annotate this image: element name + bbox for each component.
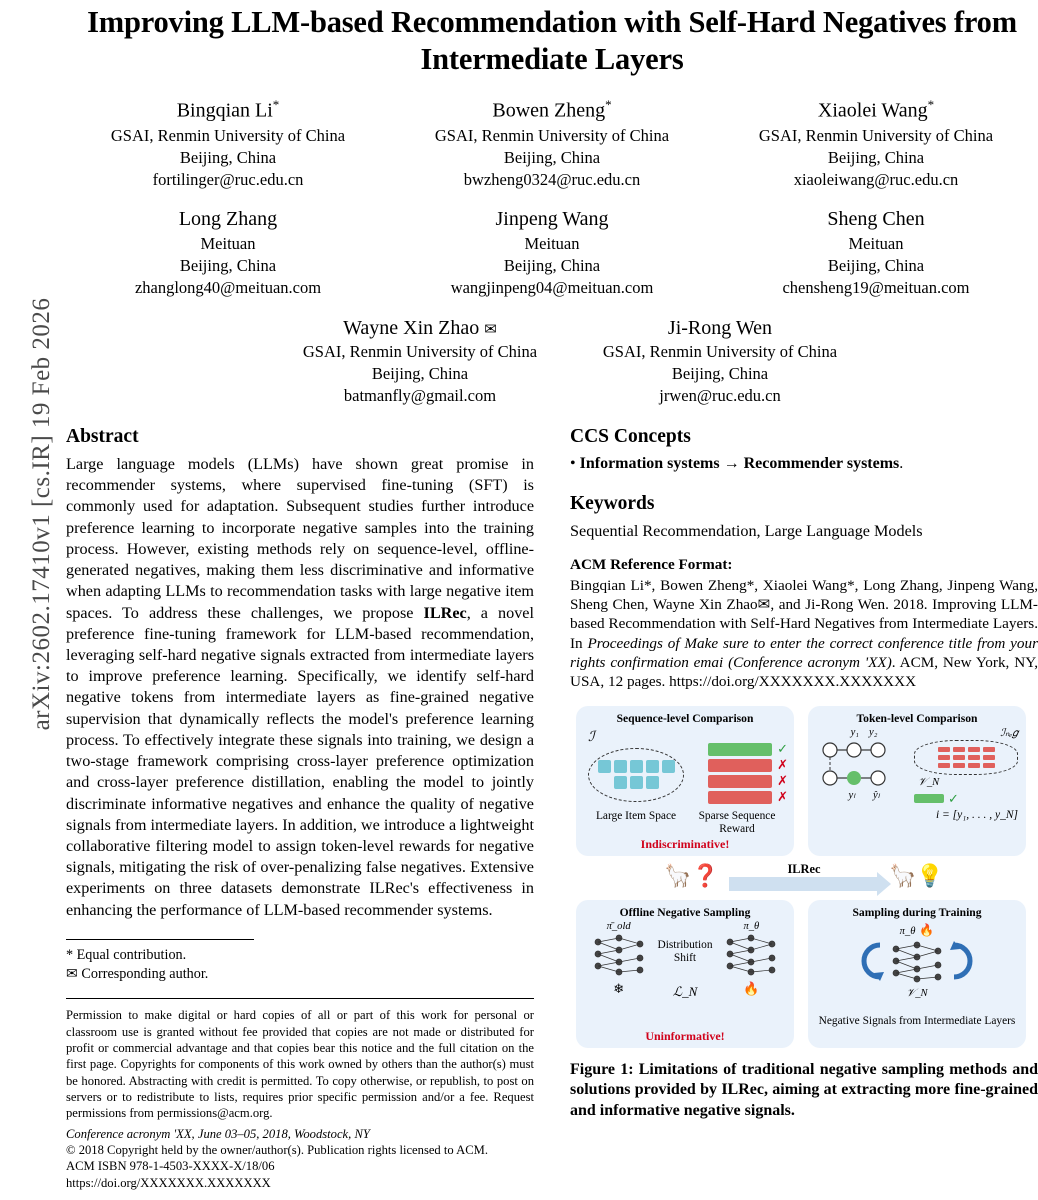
author-affiliation: GSAI, Renmin University of China <box>434 125 670 145</box>
negative-token <box>968 755 980 760</box>
author-location: Beijing, China <box>179 147 277 167</box>
negative-token <box>938 747 950 752</box>
figure-1-graphic <box>576 706 1032 1048</box>
author-affiliation: Meituan <box>200 234 256 254</box>
author-name: Bingqian Li* <box>176 97 280 123</box>
network-icon <box>886 939 948 983</box>
author-email: chensheng19@meituan.com <box>782 277 970 297</box>
author-email: fortilinger@ruc.edu.cn <box>152 169 304 189</box>
ccs-concepts-heading: CCS Concepts <box>570 426 691 447</box>
vocab-negative-symbol: 𝒱_N <box>906 987 928 999</box>
item-space-symbol: ℐ <box>588 729 595 745</box>
abstract-bold-term: ILRec <box>423 603 467 622</box>
author <box>390 206 714 298</box>
author-email: zhanglong40@meituan.com <box>134 277 322 297</box>
isbn-line: ACM ISBN 978-1-4503-XXXX-X/18/06 <box>66 1159 275 1174</box>
author-sup: * <box>272 97 280 113</box>
positive-token-bar <box>914 794 944 803</box>
author-row <box>66 315 1038 407</box>
fire-icon: 🔥 <box>743 980 760 996</box>
ref-proceedings-title: Proceedings of Make sure to enter the correct conference title from your rights confirmation emai (Conference acronym 'XX) <box>570 634 1038 672</box>
ccs-concepts-text <box>570 454 1038 475</box>
abstract-part-2: , a novel preference fine-tuning framework for LLM-based recommendation, leveraging self-hard negative signals extracted from intermediate layers to improve preference learning. Specifically, we identify self-hard negative tokens from intermediate layers as fine-grained negative supervision that dynamically reflects the model's preference learning process. To effectively integrate these signals into training, we design a two-stage framework comprising cross-layer preference optimization and cross-layer preference distillation, enabling the model to jointly discriminate informative negatives and enhance the quality of negative signals from intermediate layers. In addition, we introduce a lightweight collaborative filtering model to assign token-level rewards for negative signals, mitigating the risk of over-penalizing false negatives. Extensive experiments on three datasets demonstrate ILRec's effectiveness in enhancing the performance of LLM-based recommender systems. <box>66 603 534 919</box>
reward-bar-positive <box>708 740 788 756</box>
author-location: Beijing, China <box>671 364 769 384</box>
negative-token <box>968 763 980 768</box>
page-title: Improving LLM-based Recommendation with Self-Hard Negatives from Intermediate Layers <box>87 5 1017 77</box>
token-symbol-yl-hat: ŷₗ <box>873 789 880 801</box>
author-email: wangjinpeng04@meituan.com <box>450 277 654 297</box>
token-symbol-y2: y₂ <box>869 726 878 738</box>
ccs-period: . <box>899 455 904 472</box>
keywords-heading: Keywords <box>570 492 655 514</box>
panel-offline-negative-sampling <box>576 900 794 1048</box>
ccs-term-1: Information systems <box>579 455 720 472</box>
negative-token <box>953 747 965 752</box>
paper-content <box>66 0 1038 407</box>
author-name: Long Zhang <box>178 208 278 231</box>
footnote-corresponding-author: ✉ Corresponding author. <box>66 965 209 982</box>
author-email: bwzheng0324@ruc.edu.cn <box>463 169 641 189</box>
figure-1 <box>570 706 1038 1121</box>
item-tile <box>630 776 643 789</box>
author-sup: * <box>605 97 612 113</box>
author-sup: * <box>927 97 935 113</box>
copyright-line: © 2018 Copyright held by the owner/author(s). Publication rights licensed to ACM. <box>66 1143 488 1158</box>
author <box>66 96 390 190</box>
reward-bar-negative <box>708 756 788 772</box>
uninformative-note: Uninformative! <box>645 1028 725 1043</box>
author-name: Wayne Xin Zhao ✉ <box>343 316 497 339</box>
author <box>714 96 1038 190</box>
author <box>570 315 870 407</box>
panel-sequence-level-comparison <box>576 706 794 856</box>
permission-divider <box>66 998 534 999</box>
distribution-shift-caption: Distribution Shift <box>657 938 713 965</box>
author-email: batmanfly@gmail.com <box>343 386 497 406</box>
envelope-icon: ✉ <box>484 321 497 338</box>
author-email: jrwen@ruc.edu.cn <box>659 386 781 406</box>
token-sequence-formula: i = [y₁, . . . , y_N] <box>935 808 1018 821</box>
footnote-equal-contribution: * Equal contribution. <box>66 946 187 963</box>
author-affiliation: Meituan <box>524 234 580 254</box>
reward-bar-negative <box>708 772 788 788</box>
ref-part-1: Bingqian Li*, Bowen Zheng*, Xiaolei Wang*, Long Zhang, Jinpeng Wang, Sheng Chen, Wayne Xin Zhao✉, and Ji-Rong Wen. 2018. Improving LLM-based Recommendation with Self-Hard Negatives from Intermediate Layers. In <box>570 576 1038 652</box>
acm-reference-format-heading: ACM Reference Format: <box>570 555 733 573</box>
item-tile <box>630 760 643 773</box>
cross-icon: ✗ <box>777 788 788 804</box>
abstract-part-1: Large language models (LLMs) have shown great promise in recommender systems, where supervised fine-tuning (SFT) is commonly used for adaptation. Subsequent studies further introduce preference learning to incorporate negative samples into the training process. However, existing methods rely on sequence-level, offline-generated negatives, making them less discriminative and informative when adapting LLMs to recommendation tasks with large negative item spaces. To address these challenges, we propose <box>66 455 534 622</box>
ref-part-2: . ACM, New York, NY, USA, 12 pages. https://doi.org/XXXXXXX.XXXXXXX <box>570 654 1038 691</box>
fire-icon: 🔥 <box>919 922 935 937</box>
acm-reference-format-text <box>570 576 1038 692</box>
author <box>270 315 570 407</box>
author-location: Beijing, China <box>827 256 925 275</box>
author-location: Beijing, China <box>179 256 277 275</box>
author-location: Beijing, China <box>371 364 469 384</box>
author-affiliation: GSAI, Renmin University of China <box>110 125 346 145</box>
negative-token <box>938 755 950 760</box>
network-icon <box>720 932 782 976</box>
transition-arrow-icon <box>729 877 879 891</box>
cycle-arrow-left-icon <box>856 939 884 983</box>
author-name: Bowen Zheng* <box>492 97 612 123</box>
author-name: Ji-Rong Wen <box>667 316 773 339</box>
negative-loss-symbol: ℒ_N <box>672 983 698 999</box>
panel-title: Sequence-level Comparison <box>616 711 754 725</box>
ilrec-label: ILRec <box>787 862 821 877</box>
negative-token <box>983 763 995 768</box>
policy-old-symbol: π̄_old <box>606 920 631 932</box>
abstract-heading: Abstract <box>66 426 139 447</box>
author-affiliation: GSAI, Renmin University of China <box>302 342 538 362</box>
token-symbol-y1: y₁ <box>850 726 859 738</box>
panel-token-level-comparison <box>808 706 1026 856</box>
figure-panel-grid-bottom <box>576 900 1032 1048</box>
figure-caption: Figure 1: Limitations of traditional negative sampling methods and solutions provided by ILRec, aiming at extracting more fine-grained and informative negative signals. <box>570 1060 1038 1119</box>
conference-line: Conference acronym 'XX, June 03–05, 2018, Woodstock, NY <box>66 1126 370 1141</box>
keywords-text: Sequential Recommendation, Large Language Models <box>570 521 923 540</box>
large-item-space-caption: Large Item Space <box>595 809 677 822</box>
token-symbol-yl: yₗ <box>848 789 855 801</box>
left-column <box>66 420 534 1191</box>
cycle-arrow-right-icon <box>950 939 978 983</box>
author-affiliation: GSAI, Renmin University of China <box>758 125 994 145</box>
author-name: Jinpeng Wang <box>495 208 609 231</box>
author-affiliation: Meituan <box>848 234 904 254</box>
reward-bar-negative <box>708 788 788 804</box>
author <box>714 206 1038 298</box>
authors-block <box>66 96 1038 407</box>
author-name: Sheng Chen <box>827 208 925 231</box>
negative-token <box>983 755 995 760</box>
two-column-body <box>66 420 1038 1191</box>
item-tile <box>598 760 611 773</box>
panel-title: Token-level Comparison <box>856 711 978 725</box>
author-email: xiaoleiwang@ruc.edu.cn <box>793 169 959 189</box>
footnote-divider <box>66 939 254 940</box>
figure-panel-grid <box>576 706 1032 856</box>
negative-token-grid <box>938 747 995 768</box>
negative-signals-caption: Negative Signals from Intermediate Layers <box>818 1014 1016 1027</box>
panel-sampling-during-training <box>808 900 1026 1048</box>
abstract-text <box>66 454 534 921</box>
author-affiliation: GSAI, Renmin University of China <box>602 342 838 362</box>
vocab-negative-symbol: 𝒱_N <box>918 776 940 788</box>
ccs-arrow-icon: → <box>723 455 740 472</box>
sequence-reward-bars <box>694 740 788 804</box>
author <box>66 206 390 298</box>
author-location: Beijing, China <box>827 147 925 167</box>
policy-theta-symbol: π_θ <box>899 925 916 937</box>
item-tile <box>662 760 675 773</box>
negative-item-set-symbol: ℐₙₑ𝑔 <box>1000 727 1018 739</box>
author-row <box>66 96 1038 190</box>
item-tile <box>646 760 659 773</box>
ccs-term-2: Recommender systems <box>743 455 900 472</box>
author-location: Beijing, China <box>503 147 601 167</box>
right-column <box>570 420 1038 1191</box>
author <box>390 96 714 190</box>
negative-token <box>953 755 965 760</box>
cross-icon: ✗ <box>777 756 788 772</box>
negative-token <box>953 763 965 768</box>
doi-line: https://doi.org/XXXXXXX.XXXXXXX <box>66 1175 271 1190</box>
item-space-cloud <box>588 748 684 802</box>
author-row <box>66 206 1038 298</box>
idea-llama-icon: 🦙💡 <box>889 862 944 888</box>
sparse-sequence-reward-caption: Sparse Sequence Reward <box>698 809 776 836</box>
arxiv-stamp: arXiv:2602.17410v1 [cs.IR] 19 Feb 2026 <box>28 297 55 731</box>
policy-theta-symbol: π_θ <box>743 920 760 932</box>
author-name: Xiaolei Wang* <box>817 97 935 123</box>
figure-transition-row <box>576 856 1032 896</box>
confused-llama-icon: 🦙❓ <box>664 862 719 888</box>
negative-token <box>968 747 980 752</box>
check-icon: ✓ <box>948 790 959 806</box>
indiscriminative-note: Indiscriminative! <box>640 836 730 851</box>
negative-token <box>983 747 995 752</box>
cross-icon: ✗ <box>777 772 788 788</box>
panel-title: Sampling during Training <box>852 905 982 919</box>
item-tile <box>646 776 659 789</box>
permission-text: Permission to make digital or hard copies of all or part of this work for personal or classroom use is granted without fee provided that copies are not made or distributed for profit or commercial advantage and that copies bear this notice and the full citation on the first page. Copyrights for components of this work owned by others than the author(s) must be honored. Abstracting with credit is permitted. To copy otherwise, or republish, to post on servers or to redistribute to lists, requires prior specific permission and/or a fee. Request permissions from permissions@acm.org. <box>66 1008 534 1121</box>
token-chain-diagram <box>816 738 912 790</box>
panel-title: Offline Negative Sampling <box>619 905 751 919</box>
network-icon <box>588 932 650 976</box>
ccs-bullet: • <box>570 455 576 472</box>
snowflake-icon: ❄ <box>613 980 625 996</box>
item-tile <box>614 776 627 789</box>
check-icon: ✓ <box>777 740 788 756</box>
author-location: Beijing, China <box>503 256 601 275</box>
item-tile <box>614 760 627 773</box>
negative-token <box>938 763 950 768</box>
